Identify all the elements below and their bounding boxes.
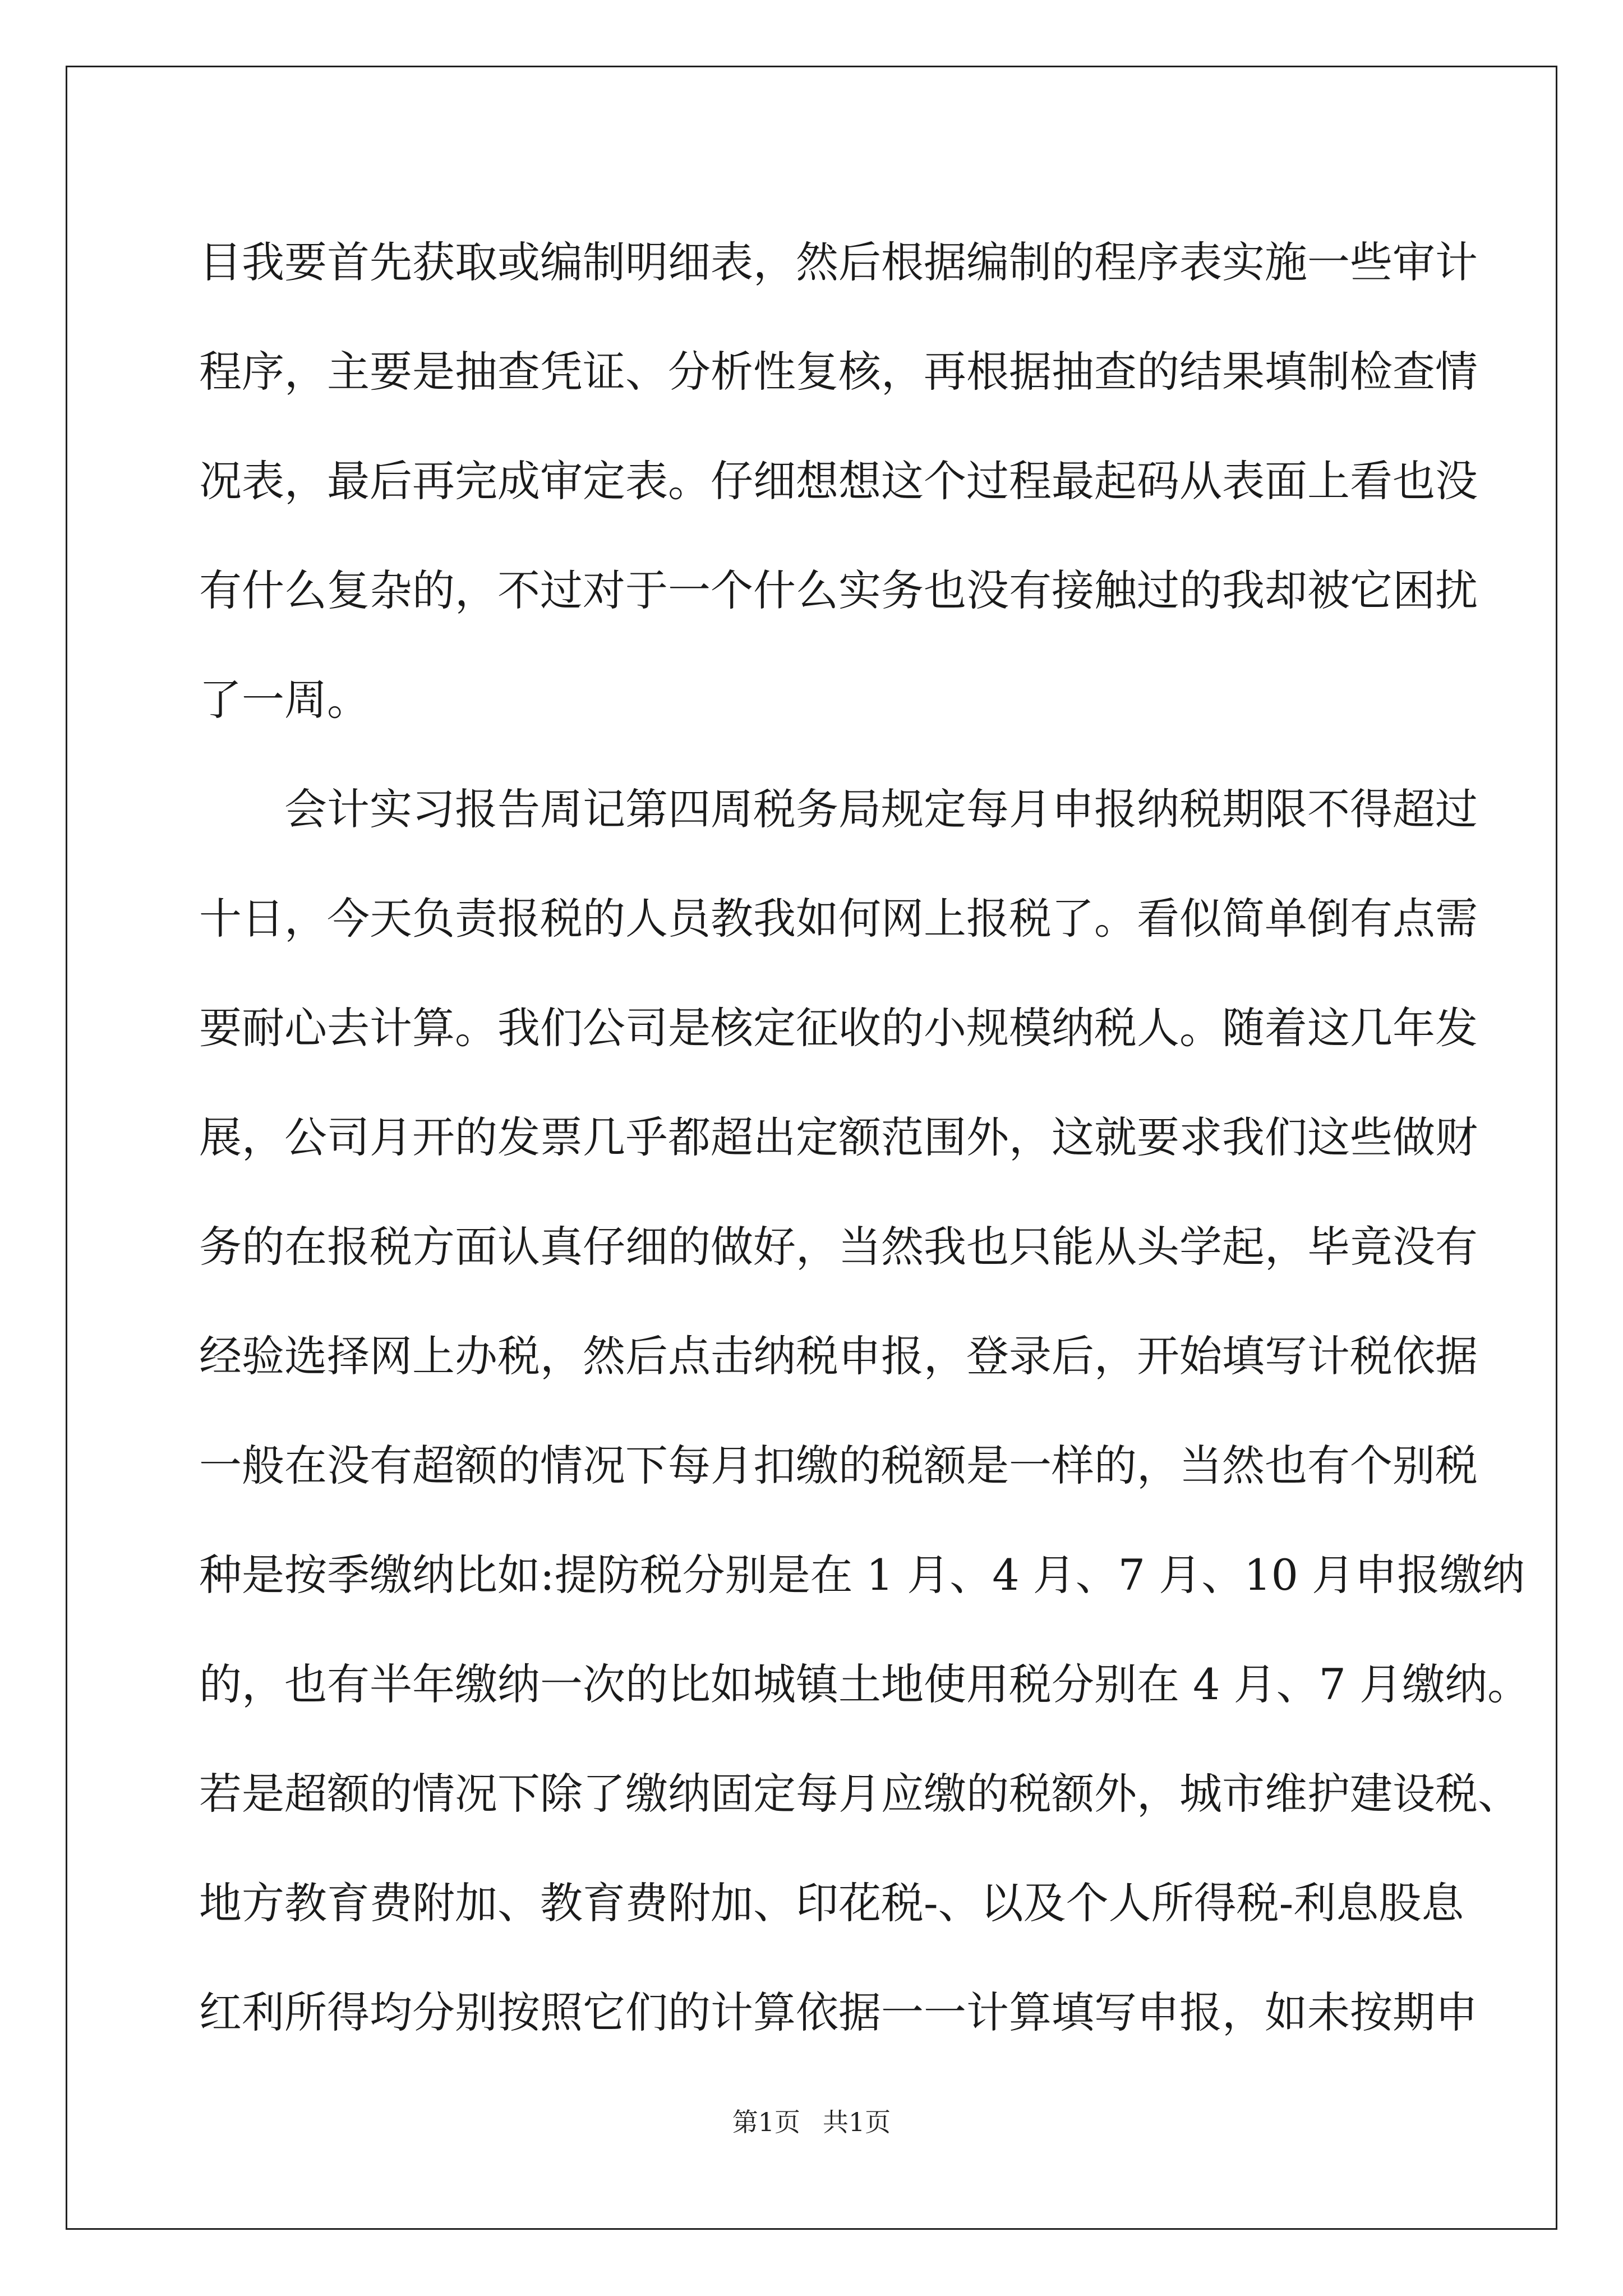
- text-line: 红利所得均分别按照它们的计算依据一一计算填写申报，如未按期申: [199, 1987, 1478, 2037]
- text-line: 目我要首先获取或编制明细表，然后根据编制的程序表实施一些审计: [199, 237, 1478, 287]
- document-body: [199, 208, 1530, 2067]
- text-line: 的，也有半年缴纳一次的比如城镇土地使用税分别在 4 月、7 月缴纳。: [199, 1659, 1530, 1709]
- text-line: 务的在报税方面认真仔细的做好，当然我也只能从头学起，毕竟没有: [199, 1222, 1478, 1272]
- text-line: 展，公司月开的发票几乎都超出定额范围外，这就要求我们这些做财: [199, 1112, 1478, 1162]
- page-number-current: 第1页: [732, 2107, 800, 2137]
- text-line: 要耐心去计算。我们公司是核定征收的小规模纳税人。随着这几年发: [199, 1003, 1478, 1053]
- page-footer: [0, 2105, 1623, 2139]
- text-line: 地方教育费附加、教育费附加、印花税-、以及个人所得税-利息股息: [199, 1878, 1464, 1928]
- text-line: 程序，主要是抽查凭证、分析性复核，再根据抽查的结果填制检查情: [199, 347, 1478, 397]
- paragraph-start-line: 会计实习报告周记第四周税务局规定每月申报纳税期限不得超过: [284, 784, 1478, 834]
- text-line: 有什么复杂的，不过对于一个什么实务也没有接触过的我却被它困扰: [199, 565, 1478, 615]
- text-line: 况表，最后再完成审定表。仔细想想这个过程最起码从表面上看也没: [199, 456, 1478, 506]
- text-line: 经验选择网上办税，然后点击纳税申报，登录后，开始填写计税依据: [199, 1331, 1478, 1381]
- text-line: 一般在没有超额的情况下每月扣缴的税额是一样的，当然也有个别税: [199, 1441, 1478, 1490]
- text-line: 了一周。: [199, 675, 370, 725]
- text-line: 种是按季缴纳比如:提防税分别是在 1 月、4 月、7 月、10 月申报缴纳: [199, 1550, 1525, 1600]
- text-line: 十日，今天负责报税的人员教我如何网上报税了。看似简单倒有点需: [199, 894, 1478, 944]
- page-number-total: 共1页: [823, 2107, 891, 2137]
- text-line: 若是超额的情况下除了缴纳固定每月应缴的税额外，城市维护建设税、: [199, 1769, 1520, 1819]
